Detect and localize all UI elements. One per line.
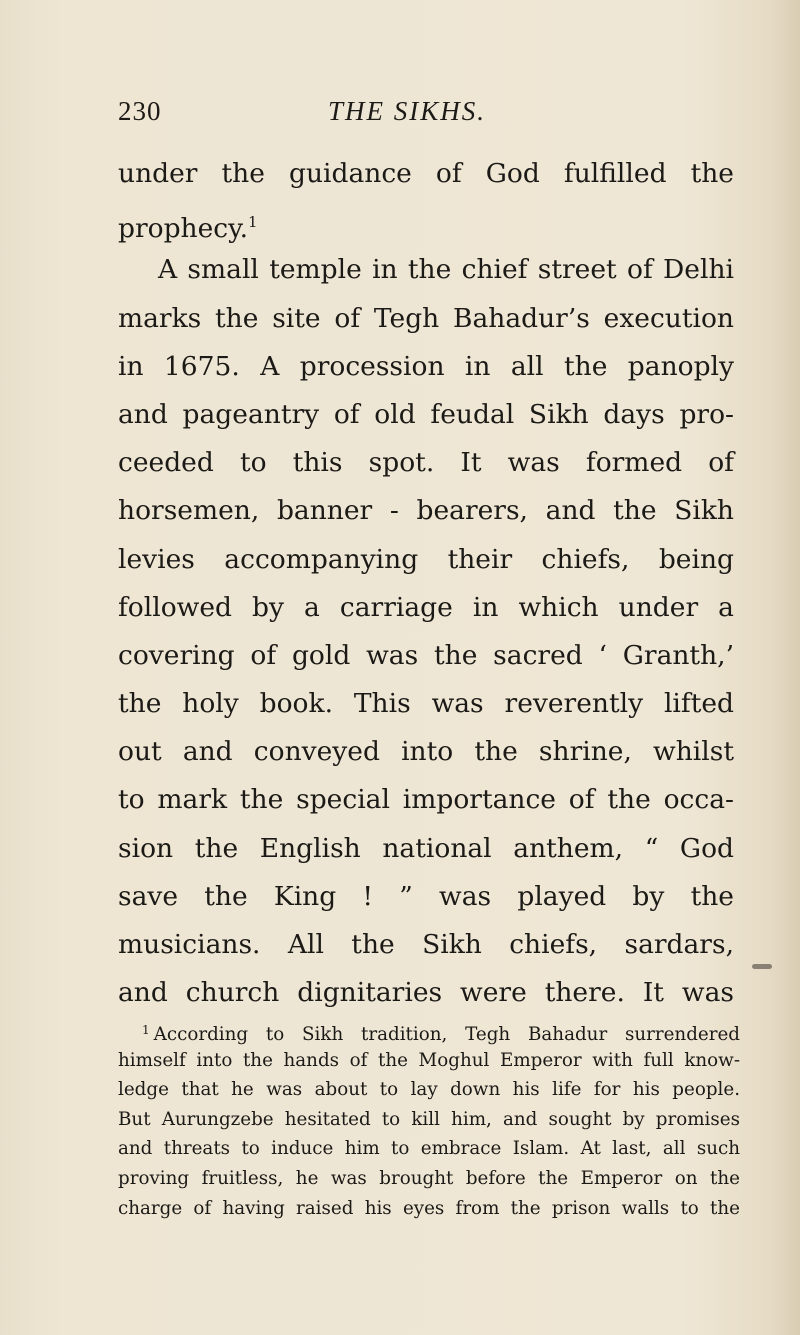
body-line-text: prophecy. <box>118 213 249 245</box>
footnote-line: and threats to induce him to embrace Islam. At last, all such <box>118 1138 740 1160</box>
body-line: ceeded to this spot. It was formed of <box>118 447 734 479</box>
body-line: in 1675. A procession in all the panoply <box>118 350 734 382</box>
footnote <box>118 1016 740 1223</box>
body-line: save the King ! ” was played by the <box>118 880 734 912</box>
page-header <box>118 96 688 136</box>
footnote-reference: 1 <box>248 213 258 232</box>
ink-smudge <box>752 964 772 969</box>
footnote-line: himself into the hands of the Moghul Emperor with full know- <box>118 1049 740 1071</box>
footnote-marker: 1 <box>142 1023 150 1037</box>
body-line: and church dignitaries were there. It was <box>118 977 734 1009</box>
body-line: out and conveyed into the shrine, whilst <box>118 736 734 768</box>
body-line: and pageantry of old feudal Sikh days pro- <box>118 398 734 430</box>
running-head: THE SIKHS. <box>328 96 487 126</box>
footnote-line: charge of having raised his eyes from the prison walls to the <box>118 1197 740 1219</box>
footnote-line: proving fruitless, he was brought before the Emperor on the <box>118 1167 740 1189</box>
body-line: sion the English national anthem, “ God <box>118 832 734 864</box>
footnote-line: But Aurungzebe hesitated to kill him, and sought by promises <box>118 1108 740 1130</box>
body-line: to mark the special importance of the occa- <box>118 784 734 816</box>
footnote-line <box>118 1016 740 1046</box>
body-line: covering of gold was the sacred ‘ Granth,’ <box>118 639 734 671</box>
body-line: musicians. All the Sikh chiefs, sardars, <box>118 929 734 960</box>
body-line: horsemen, banner - bearers, and the Sikh <box>118 495 734 527</box>
body-text <box>118 150 734 1017</box>
page-number: 230 <box>118 96 162 126</box>
body-line: the holy book. This was reverently lifted <box>118 688 734 720</box>
body-line <box>118 198 734 246</box>
body-line: levies accompanying their chiefs, being <box>118 543 734 575</box>
body-line: marks the site of Tegh Bahadur’s execution <box>118 302 734 334</box>
footnote-line-text: According to Sikh tradition, Tegh Bahadur surrendered <box>153 1024 740 1045</box>
body-line: A small temple in the chief street of Delhi <box>158 254 734 286</box>
body-line: under the guidance of God fulfilled the <box>118 158 734 189</box>
body-line: followed by a carriage in which under a <box>118 591 734 623</box>
footnote-line: ledge that he was about to lay down his life for his people. <box>118 1079 740 1101</box>
